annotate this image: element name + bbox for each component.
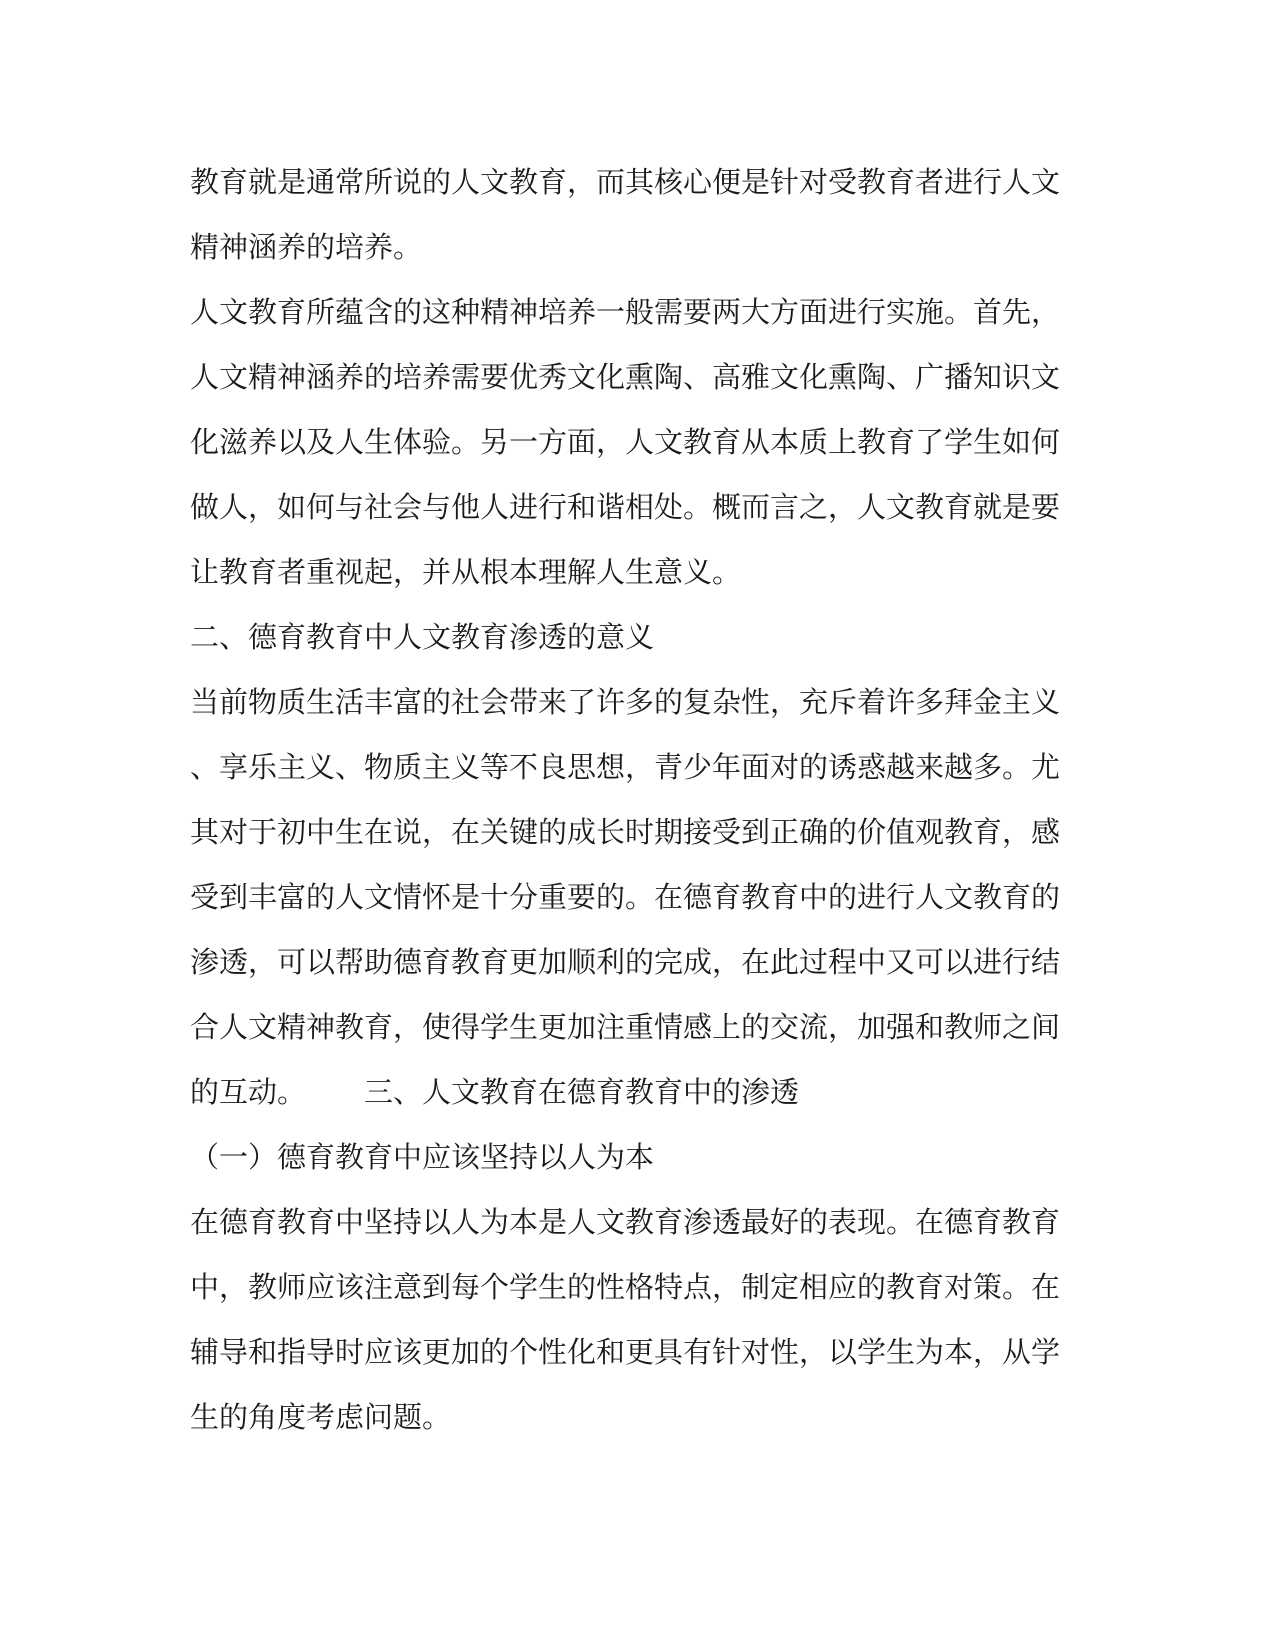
document-page (190, 150, 1070, 1450)
text-line: 精神涵养的培养。 (190, 230, 423, 264)
text-line: 做人，如何与社会与他人进行和谐相处。概而言之，人文教育就是要 (190, 490, 1061, 524)
text-line: 人文精神涵养的培养需要优秀文化熏陶、高雅文化熏陶、广播知识文 (190, 360, 1061, 394)
paragraph-3-end: 的互动。 (190, 1075, 307, 1109)
text-line: 其对于初中生在说，在关键的成长时期接受到正确的价值观教育，感 (190, 815, 1061, 849)
text-line-mixed (190, 1060, 1070, 1125)
text-line: 化滋养以及人生体验。另一方面，人文教育从本质上教育了学生如何 (190, 425, 1061, 459)
paragraph-1 (190, 150, 1070, 280)
text-line: 合人文精神教育，使得学生更加注重情感上的交流，加强和教师之间 (190, 1010, 1061, 1044)
text-line: 生的角度考虑问题。 (190, 1400, 452, 1434)
text-line: 受到丰富的人文情怀是十分重要的。在德育教育中的进行人文教育的 (190, 880, 1061, 914)
section-heading-2: 二、德育教育中人文教育渗透的意义 (190, 620, 655, 654)
text-line: 人文教育所蕴含的这种精神培养一般需要两大方面进行实施。首先， (190, 295, 1061, 329)
text-line: 让教育者重视起，并从根本理解人生意义。 (190, 555, 742, 589)
text-line: 当前物质生活丰富的社会带来了许多的复杂性，充斥着许多拜金主义 (190, 685, 1061, 719)
text-line: 辅导和指导时应该更加的个性化和更具有针对性，以学生为本，从学 (190, 1335, 1061, 1369)
text-line: 教育就是通常所说的人文教育，而其核心便是针对受教育者进行人文 (190, 165, 1061, 199)
subsection-heading-1: （一）德育教育中应该坚持以人为本 (190, 1140, 655, 1174)
paragraph-3 (190, 670, 1070, 1125)
section-heading-3: 三、人文教育在德育教育中的渗透 (364, 1075, 800, 1109)
text-line: 、享乐主义、物质主义等不良思想，青少年面对的诱惑越来越多。尤 (190, 750, 1061, 784)
paragraph-2 (190, 280, 1070, 605)
text-line: 中，教师应该注意到每个学生的性格特点，制定相应的教育对策。在 (190, 1270, 1061, 1304)
text-line: 在德育教育中坚持以人为本是人文教育渗透最好的表现。在德育教育 (190, 1205, 1061, 1239)
paragraph-4 (190, 1190, 1070, 1450)
text-line: 渗透，可以帮助德育教育更加顺利的完成，在此过程中又可以进行结 (190, 945, 1061, 979)
